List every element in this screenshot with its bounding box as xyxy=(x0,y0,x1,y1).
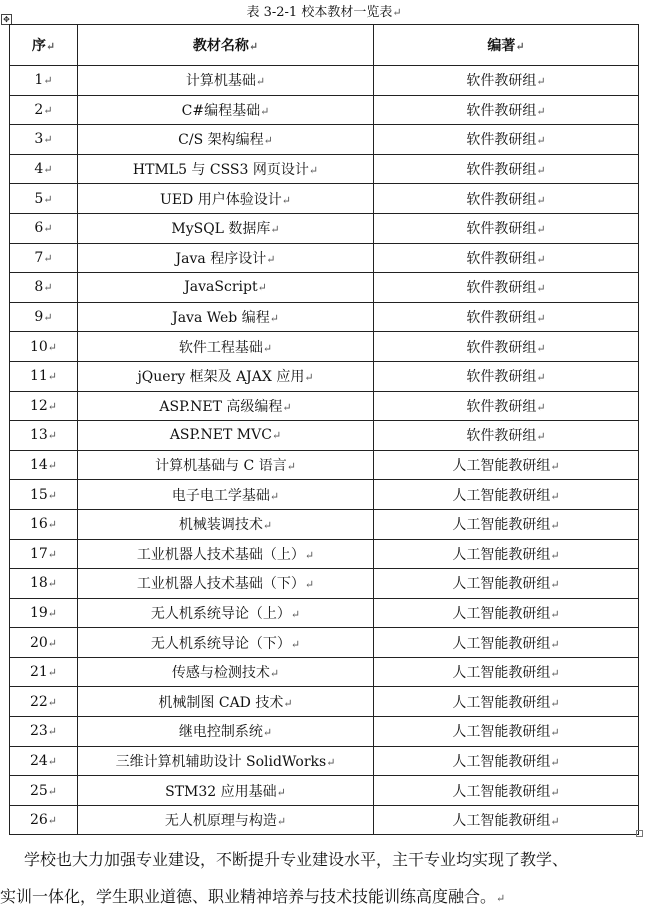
cell-author: 软件教研组↵ xyxy=(374,421,639,451)
cell-title: 无人机系统导论（下）↵ xyxy=(78,628,374,658)
cell-author: 软件教研组↵ xyxy=(374,361,639,391)
cell-index: 5↵ xyxy=(10,184,78,214)
table-row xyxy=(10,95,639,125)
cell-title: jQuery 框架及 AJAX 应用↵ xyxy=(78,361,374,391)
cell-author: 人工智能教研组↵ xyxy=(374,746,639,776)
cell-title: 传感与检测技术↵ xyxy=(78,657,374,687)
header-cell-title: 教材名称↵ xyxy=(78,25,374,66)
cell-title: STM32 应用基础↵ xyxy=(78,776,374,806)
cell-index: 11↵ xyxy=(10,361,78,391)
cell-title: Java Web 编程↵ xyxy=(78,302,374,332)
cell-index: 4↵ xyxy=(10,154,78,184)
table-row xyxy=(10,628,639,658)
table-row xyxy=(10,332,639,362)
table-row xyxy=(10,480,639,510)
table-row xyxy=(10,598,639,628)
cell-title: 工业机器人技术基础（下）↵ xyxy=(78,569,374,599)
header-cell-author: 编著↵ xyxy=(374,25,639,66)
cell-author: 软件教研组↵ xyxy=(374,302,639,332)
table-row xyxy=(10,776,639,806)
cell-author: 人工智能教研组↵ xyxy=(374,805,639,835)
cell-title: Java 程序设计↵ xyxy=(78,243,374,273)
cell-author: 人工智能教研组↵ xyxy=(374,628,639,658)
table-row xyxy=(10,509,639,539)
table-row xyxy=(10,243,639,273)
table-row xyxy=(10,154,639,184)
table-row xyxy=(10,539,639,569)
table-move-handle-icon[interactable]: ✥ xyxy=(1,14,12,25)
body-paragraph-line-2: 实训一体化，学生职业道德、职业精神培养与技术技能训练高度融合。↵ xyxy=(0,887,506,906)
cell-index: 21↵ xyxy=(10,657,78,687)
cell-title: 三维计算机辅助设计 SolidWorks↵ xyxy=(78,746,374,776)
cell-index: 12↵ xyxy=(10,391,78,421)
table-row xyxy=(10,184,639,214)
cell-index: 13↵ xyxy=(10,421,78,451)
cell-title: ASP.NET MVC↵ xyxy=(78,421,374,451)
table-row xyxy=(10,657,639,687)
table-row xyxy=(10,421,639,451)
cell-index: 3↵ xyxy=(10,125,78,155)
table-row xyxy=(10,125,639,155)
cell-author: 软件教研组↵ xyxy=(374,213,639,243)
table-caption xyxy=(0,4,648,22)
cell-title: 计算机基础↵ xyxy=(78,66,374,96)
cell-index: 20↵ xyxy=(10,628,78,658)
cell-index: 23↵ xyxy=(10,717,78,747)
cell-author: 软件教研组↵ xyxy=(374,95,639,125)
cell-title: 继电控制系统↵ xyxy=(78,717,374,747)
cell-index: 14↵ xyxy=(10,450,78,480)
cell-index: 6↵ xyxy=(10,213,78,243)
cell-index: 2↵ xyxy=(10,95,78,125)
cell-index: 24↵ xyxy=(10,746,78,776)
paragraph-mark-icon: ↵ xyxy=(392,6,402,19)
cell-title: UED 用户体验设计↵ xyxy=(78,184,374,214)
table-row xyxy=(10,391,639,421)
cell-index: 16↵ xyxy=(10,509,78,539)
body-paragraph-line-1: 学校也大力加强专业建设，不断提升专业建设水平，主干专业均实现了教学、 xyxy=(24,850,569,869)
table-row xyxy=(10,805,639,835)
cell-author: 软件教研组↵ xyxy=(374,184,639,214)
cell-title: MySQL 数据库↵ xyxy=(78,213,374,243)
cell-index: 17↵ xyxy=(10,539,78,569)
cell-title: 机械装调技术↵ xyxy=(78,509,374,539)
table-row xyxy=(10,687,639,717)
cell-author: 人工智能教研组↵ xyxy=(374,598,639,628)
table-row xyxy=(10,746,639,776)
cell-index: 25↵ xyxy=(10,776,78,806)
table-row xyxy=(10,273,639,303)
cell-author: 软件教研组↵ xyxy=(374,66,639,96)
cell-author: 软件教研组↵ xyxy=(374,332,639,362)
cell-author: 人工智能教研组↵ xyxy=(374,509,639,539)
table-row xyxy=(10,66,639,96)
cell-title: 无人机原理与构造↵ xyxy=(78,805,374,835)
cell-author: 人工智能教研组↵ xyxy=(374,450,639,480)
table-row xyxy=(10,302,639,332)
cell-title: 工业机器人技术基础（上）↵ xyxy=(78,539,374,569)
cell-index: 18↵ xyxy=(10,569,78,599)
table-header-row xyxy=(10,25,639,66)
cell-title: C/S 架构编程↵ xyxy=(78,125,374,155)
table-row xyxy=(10,213,639,243)
cell-index: 8↵ xyxy=(10,273,78,303)
cell-index: 22↵ xyxy=(10,687,78,717)
cell-author: 人工智能教研组↵ xyxy=(374,657,639,687)
cell-title: 电子电工学基础↵ xyxy=(78,480,374,510)
cell-title: C#编程基础↵ xyxy=(78,95,374,125)
table-row xyxy=(10,569,639,599)
cell-title: JavaScript↵ xyxy=(78,273,374,303)
cell-title: HTML5 与 CSS3 网页设计↵ xyxy=(78,154,374,184)
cell-index: 15↵ xyxy=(10,480,78,510)
cell-index: 26↵ xyxy=(10,805,78,835)
cell-index: 19↵ xyxy=(10,598,78,628)
cell-index: 7↵ xyxy=(10,243,78,273)
table-row xyxy=(10,717,639,747)
cell-author: 人工智能教研组↵ xyxy=(374,569,639,599)
cell-author: 软件教研组↵ xyxy=(374,391,639,421)
cell-title: 无人机系统导论（上）↵ xyxy=(78,598,374,628)
cell-index: 10↵ xyxy=(10,332,78,362)
textbook-table xyxy=(9,24,639,835)
cell-author: 软件教研组↵ xyxy=(374,154,639,184)
cell-title: ASP.NET 高级编程↵ xyxy=(78,391,374,421)
cell-title: 软件工程基础↵ xyxy=(78,332,374,362)
cell-author: 人工智能教研组↵ xyxy=(374,717,639,747)
table-row xyxy=(10,450,639,480)
header-cell-index: 序↵ xyxy=(10,25,78,66)
table-row xyxy=(10,361,639,391)
cell-author: 软件教研组↵ xyxy=(374,273,639,303)
cell-author: 人工智能教研组↵ xyxy=(374,539,639,569)
cell-author: 软件教研组↵ xyxy=(374,243,639,273)
caption-text: 表 3-2-1 校本教材一览表 xyxy=(246,5,393,20)
cell-title: 计算机基础与 C 语言↵ xyxy=(78,450,374,480)
cell-author: 人工智能教研组↵ xyxy=(374,480,639,510)
cell-title: 机械制图 CAD 技术↵ xyxy=(78,687,374,717)
cell-author: 软件教研组↵ xyxy=(374,125,639,155)
cell-author: 人工智能教研组↵ xyxy=(374,687,639,717)
cell-index: 9↵ xyxy=(10,302,78,332)
cell-author: 人工智能教研组↵ xyxy=(374,776,639,806)
cell-index: 1↵ xyxy=(10,66,78,96)
table-resize-handle[interactable] xyxy=(636,830,643,837)
